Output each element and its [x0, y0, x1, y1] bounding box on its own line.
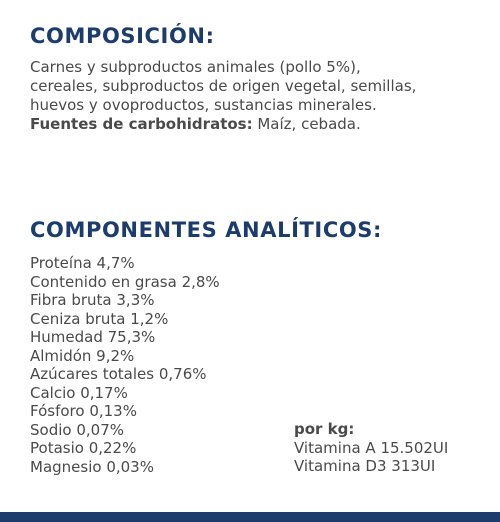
vitamina-item: Vitamina A 15.502UI	[294, 438, 449, 457]
por-kg-block	[294, 420, 448, 476]
composicion-heading: COMPOSICIÓN:	[30, 24, 215, 48]
analiticos-list	[30, 254, 220, 476]
composicion-text	[30, 58, 490, 134]
analitico-item: Azúcares totales 0,76%	[30, 365, 207, 383]
carbohidratos-line	[30, 115, 490, 134]
footer-bar	[0, 512, 500, 522]
analitico-item: Ceniza bruta 1,2%	[30, 309, 169, 328]
analitico-item: Humedad 75,3%	[30, 328, 156, 346]
carbohidratos-label: Fuentes de carbohidratos:	[30, 115, 253, 133]
analitico-item: Contenido en grasa 2,8%	[30, 272, 220, 291]
analitico-item: Fósforo 0,13%	[30, 402, 137, 420]
composicion-line: huevos y ovoproductos, sustancias minerales.	[30, 96, 377, 114]
analitico-item: Magnesio 0,03%	[30, 457, 154, 476]
composicion-line: cereales, subproductos de origen vegetal, semillas,	[30, 77, 417, 95]
analitico-item: Almidón 9,2%	[30, 346, 135, 365]
analitico-item: Proteína 4,7%	[30, 254, 135, 272]
analitico-item: Fibra bruta 3,3%	[30, 291, 155, 309]
analitico-item: Sodio 0,07%	[30, 420, 124, 439]
por-kg-label: por kg:	[294, 420, 355, 438]
carbohidratos-value: Maíz, cebada.	[252, 115, 361, 133]
analitico-item: Potasio 0,22%	[30, 439, 137, 457]
vitamina-item: Vitamina D3 313UI	[294, 457, 436, 475]
analitico-item: Calcio 0,17%	[30, 383, 128, 402]
analiticos-heading: COMPONENTES ANALÍTICOS:	[30, 218, 383, 242]
composicion-line: Carnes y subproductos animales (pollo 5%),	[30, 58, 361, 76]
